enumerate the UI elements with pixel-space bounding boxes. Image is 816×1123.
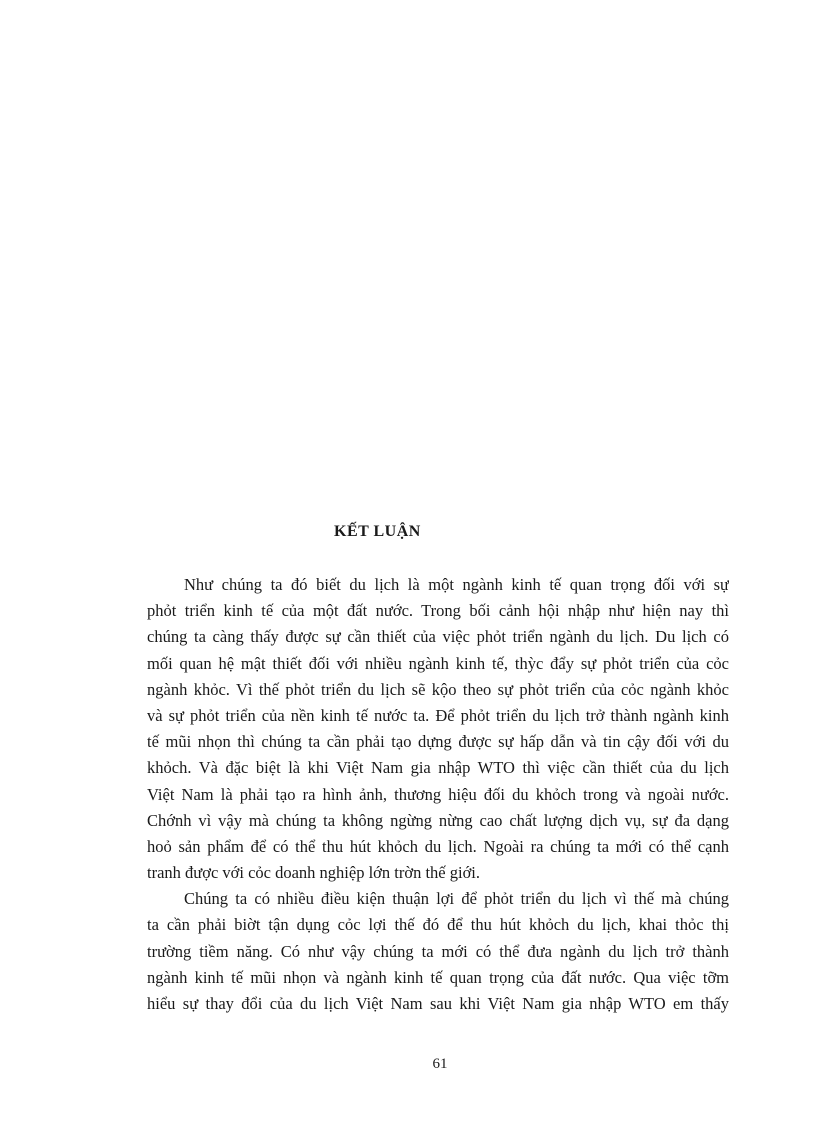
text-line: chúng ta càng thấy được sự cần thiết của việc phỏt triển ngành du lịch. Du lịch có bbox=[147, 627, 729, 647]
body-text bbox=[147, 572, 729, 1017]
text-line: ngành kinh tế mũi nhọn và ngành kinh tế quan trọng của đất nước. Qua việc tỡm bbox=[147, 967, 729, 987]
text-line: trường tiềm năng. Có như vậy chúng ta mới có thể đưa ngành du lịch trở thành bbox=[147, 941, 729, 961]
text-line: Như chúng ta đó biết du lịch là một ngành kinh tế quan trọng đối với sự bbox=[184, 575, 729, 594]
text-line: phỏt triển kinh tế của một đất nước. Trong bối cảnh hội nhập như hiện nay thì bbox=[147, 601, 729, 621]
text-line: khỏch. Và đặc biệt là khi Việt Nam gia nhập WTO thì việc cần thiết của du lịch bbox=[147, 758, 729, 778]
text-line: ta cần phải biờt tận dụng cỏc lợi thế đó để thu hút khỏch du lịch, khai thỏc thị bbox=[147, 915, 729, 935]
text-line: Việt Nam là phải tạo ra hình ảnh, thương hiệu đối du khỏch trong và ngoài nước. bbox=[147, 784, 729, 804]
text-line: Chớnh vì vậy mà chúng ta không ngừng nừng cao chất lượng dịch vụ, sự đa dạng bbox=[147, 810, 729, 830]
text-line: hiểu sự thay đổi của du lịch Việt Nam sau khi Việt Nam gia nhập WTO em thấy bbox=[147, 994, 729, 1013]
text-line: và sự phỏt triển của nền kinh tế nước ta. Để phỏt triển du lịch trở thành ngành kinh bbox=[147, 705, 729, 725]
section-heading: KẾT LUẬN bbox=[334, 523, 421, 540]
text-line: hoỏ sản phẩm để có thể thu hút khỏch du lịch. Ngoài ra chúng ta mới có thể cạnh bbox=[147, 836, 729, 856]
text-line: Chúng ta có nhiều điều kiện thuận lợi để phỏt triển du lịch vì thế mà chúng bbox=[184, 889, 729, 909]
text-line: mối quan hệ mật thiết đối với nhiều ngành kinh tế, thỳc đẩy sự phỏt triển của cỏc bbox=[147, 653, 729, 673]
text-line: tế mũi nhọn thì chúng ta cần phải tạo dựng được sự hấp dẫn và tin cậy đối với du bbox=[147, 732, 729, 752]
text-line: ngành khỏc. Vì thế phỏt triển du lịch sẽ kộo theo sự phỏt triển của cỏc ngành khỏc bbox=[147, 679, 729, 699]
page-number: 61 bbox=[432, 1056, 448, 1072]
text-line: tranh được với cỏc doanh nghiệp lớn trờn thế giới. bbox=[147, 863, 480, 883]
